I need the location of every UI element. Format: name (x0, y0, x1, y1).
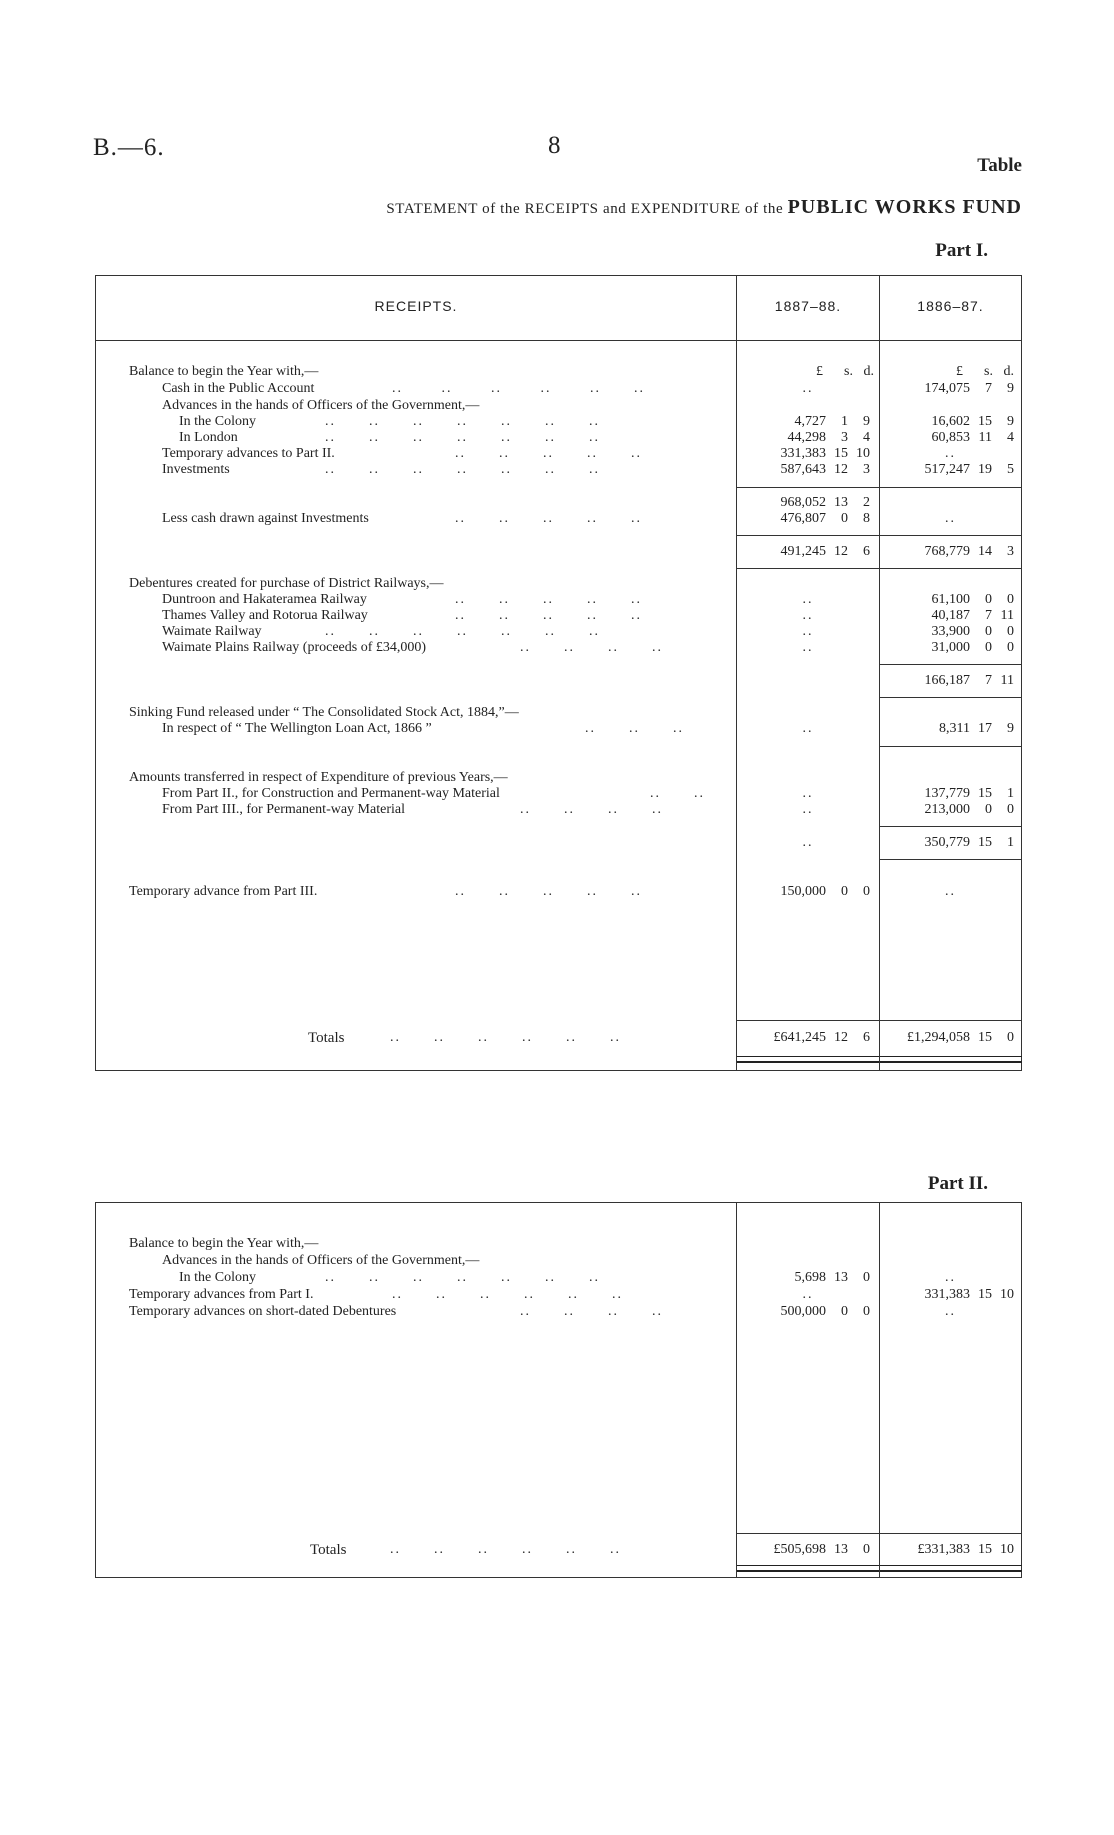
leader-dots: .. .. .. (585, 721, 684, 736)
label-investments: Investments (162, 462, 230, 477)
label-debentures: Debentures created for purchase of District Railways,— (129, 576, 444, 591)
label-totals: Totals (308, 1030, 345, 1046)
amount-sinking-1887-88: .. (802, 721, 814, 736)
leader-dots: .. .. .. .. .. (455, 511, 642, 526)
amount-from-part-two-1887-88: .. (802, 786, 814, 801)
amount-transfer-total-1887-88: .. (802, 835, 814, 850)
label-waimate: Waimate Railway (162, 624, 262, 639)
amount-sinking-1886-87: 8,311 17 9 (939, 721, 1014, 736)
column-header-receipts: RECEIPTS. (374, 298, 458, 314)
label-thames: Thames Valley and Rotorua Railway (162, 608, 368, 623)
leader-dots: .. .. .. .. .. .. .. (325, 462, 600, 477)
amount-temp-1886-87: .. (945, 446, 956, 461)
label-totals-part-two: Totals (310, 1542, 347, 1558)
amount-temp-1887-88: 331,383 15 10 (780, 446, 870, 461)
amount-total-1887-88: £641,245 12 6 (773, 1030, 870, 1045)
column-header-1887-88: 1887–88. (774, 298, 842, 314)
units-1887-88 (780, 364, 874, 380)
document-reference: B.—6. (93, 134, 165, 161)
amount-temp-debentures-1887-88: 500,000 0 0 (780, 1304, 870, 1319)
label-colony-part-two: In the Colony (179, 1270, 256, 1285)
amount-total-part-two-1886-87: £331,383 15 10 (917, 1542, 1014, 1557)
label-from-part-three: From Part III., for Permanent-way Material (162, 802, 405, 817)
amount-debentures-total-1886-87: 166,187 7 11 (924, 673, 1014, 688)
amount-london-1886-87: 60,853 11 4 (931, 430, 1014, 445)
amount-less-1887-88: 476,807 0 8 (780, 511, 870, 526)
amount-temp-debentures-1886-87: .. (945, 1304, 956, 1319)
leader-dots: .. .. .. .. .. .. .. (325, 430, 600, 445)
amount-investments-1887-88: 587,643 12 3 (780, 462, 870, 477)
leader-dots: .. .. .. .. .. .. (390, 1542, 621, 1557)
leader-dots: .. .. (650, 786, 705, 801)
unit-pence: d. (1003, 364, 1014, 379)
leader-dots: .. .. .. .. (520, 1304, 663, 1319)
part-one-title: Part I. (935, 240, 988, 261)
amount-temp-advance-1886-87: .. (945, 884, 956, 899)
label-temporary-advance: Temporary advance from Part III. (129, 884, 318, 899)
amount-subtotal-1887-88: 968,052 13 2 (780, 495, 870, 510)
unit-shilling: s. (984, 364, 993, 379)
amount-colony-1886-87: 16,602 15 9 (931, 414, 1014, 429)
label-sinking-sub: In respect of “ The Wellington Loan Act, 1866 ” (162, 721, 432, 736)
label-balance: Balance to begin the Year with,— (129, 364, 319, 379)
leader-dots: .. .. .. .. .. (455, 884, 642, 899)
amount-colony-part-two-1887-88: 5,698 13 0 (794, 1270, 870, 1285)
statement-prefix: STATEMENT of the RECEIPTS and EXPENDITURE of the (386, 201, 784, 217)
amount-waimate-1887-88: .. (802, 624, 814, 639)
amount-cash-1886-87: 174,075 7 9 (924, 381, 1014, 396)
part-two-title: Part II. (927, 1173, 988, 1194)
label-temp-debentures: Temporary advances on short-dated Debentures (129, 1304, 397, 1319)
amount-waimate-plains-1887-88: .. (802, 640, 814, 655)
label-colony: In the Colony (179, 414, 256, 429)
amount-from-part-two-1886-87: 137,779 15 1 (924, 786, 1014, 801)
label-less-cash: Less cash drawn against Investments (162, 511, 369, 526)
amount-transfer-total-1886-87: 350,779 15 1 (924, 835, 1014, 850)
unit-pound: £ (956, 364, 964, 379)
leader-dots: .. .. .. .. (520, 640, 663, 655)
amount-temp-advance-1887-88: 150,000 0 0 (780, 884, 870, 899)
leader-dots: .. .. .. .. .. .. (390, 1030, 621, 1045)
label-temporary-advances: Temporary advances to Part II. (162, 446, 335, 461)
amount-london-1887-88: 44,298 3 4 (787, 430, 870, 445)
leader-dots: .. .. .. .. .. (455, 592, 642, 607)
amount-temp-from-part-one-1887-88: .. (802, 1287, 814, 1302)
column-header-1886-87: 1886–87. (917, 298, 984, 314)
label-balance-part-two: Balance to begin the Year with,— (129, 1236, 319, 1251)
label-transferred: Amounts transferred in respect of Expenditure of previous Years,— (129, 770, 508, 785)
leader-dots: .. .. .. .. (520, 802, 663, 817)
label-duntroon: Duntroon and Hakateramea Railway (162, 592, 367, 607)
amount-net-1887-88: 491,245 12 6 (780, 544, 870, 559)
label-from-part-two: From Part II., for Construction and Permanent-way Material (162, 786, 500, 801)
amount-total-1886-87: £1,294,058 15 0 (907, 1030, 1014, 1045)
label-temp-from-part-one: Temporary advances from Part I. (129, 1287, 314, 1302)
page-number: 8 (548, 132, 561, 159)
leader-dots: .. .. .. .. .. .. .. (325, 414, 600, 429)
amount-colony-1887-88: 4,727 1 9 (794, 414, 870, 429)
label-cash: Cash in the Public Account (162, 381, 315, 396)
amount-waimate-plains-1886-87: 31,000 0 0 (931, 640, 1014, 655)
label-waimate-plains: Waimate Plains Railway (proceeds of £34,000) (162, 640, 427, 655)
unit-shilling: s. (844, 364, 853, 379)
statement-fund-name: PUBLIC WORKS FUND (787, 196, 1022, 218)
amount-less-1886-87: .. (945, 511, 956, 526)
leader-dots: .. .. .. .. .. .. .. (325, 624, 600, 639)
amount-investments-1886-87: 517,247 19 5 (924, 462, 1014, 477)
amount-thames-1886-87: 40,187 7 11 (931, 608, 1014, 623)
unit-pence: d. (863, 364, 874, 379)
amount-colony-part-two-1886-87: .. (945, 1270, 956, 1285)
amount-waimate-1886-87: 33,900 0 0 (931, 624, 1014, 639)
units-1886-87 (920, 364, 1014, 380)
label-advances: Advances in the hands of Officers of the Government,— (162, 398, 480, 413)
amount-thames-1887-88: .. (802, 608, 814, 623)
leader-dots: .. .. .. .. .. .. (392, 1287, 623, 1302)
amount-from-part-three-1887-88: .. (802, 802, 814, 817)
amount-total-part-two-1887-88: £505,698 13 0 (773, 1542, 870, 1557)
amount-duntroon-1886-87: 61,100 0 0 (931, 592, 1014, 607)
leader-dots: .. .. .. .. .. (455, 446, 642, 461)
unit-pound: £ (816, 364, 824, 379)
leader-dots: .. .. .. .. .. .. (392, 381, 645, 396)
amount-cash-1887-88: .. (802, 381, 814, 396)
amount-duntroon-1887-88: .. (802, 592, 814, 607)
amount-from-part-three-1886-87: 213,000 0 0 (924, 802, 1014, 817)
statement-title (0, 196, 1022, 219)
amount-temp-from-part-one-1886-87: 331,383 15 10 (924, 1287, 1014, 1302)
label-sinking-fund: Sinking Fund released under “ The Consolidated Stock Act, 1884,”— (129, 705, 519, 720)
leader-dots: .. .. .. .. .. .. .. (325, 1270, 600, 1285)
table-label: Table (977, 155, 1022, 176)
leader-dots: .. .. .. .. .. (455, 608, 642, 623)
amount-net-1886-87: 768,779 14 3 (924, 544, 1014, 559)
label-london: In London (179, 430, 238, 445)
label-advances-part-two: Advances in the hands of Officers of the Government,— (162, 1253, 480, 1268)
